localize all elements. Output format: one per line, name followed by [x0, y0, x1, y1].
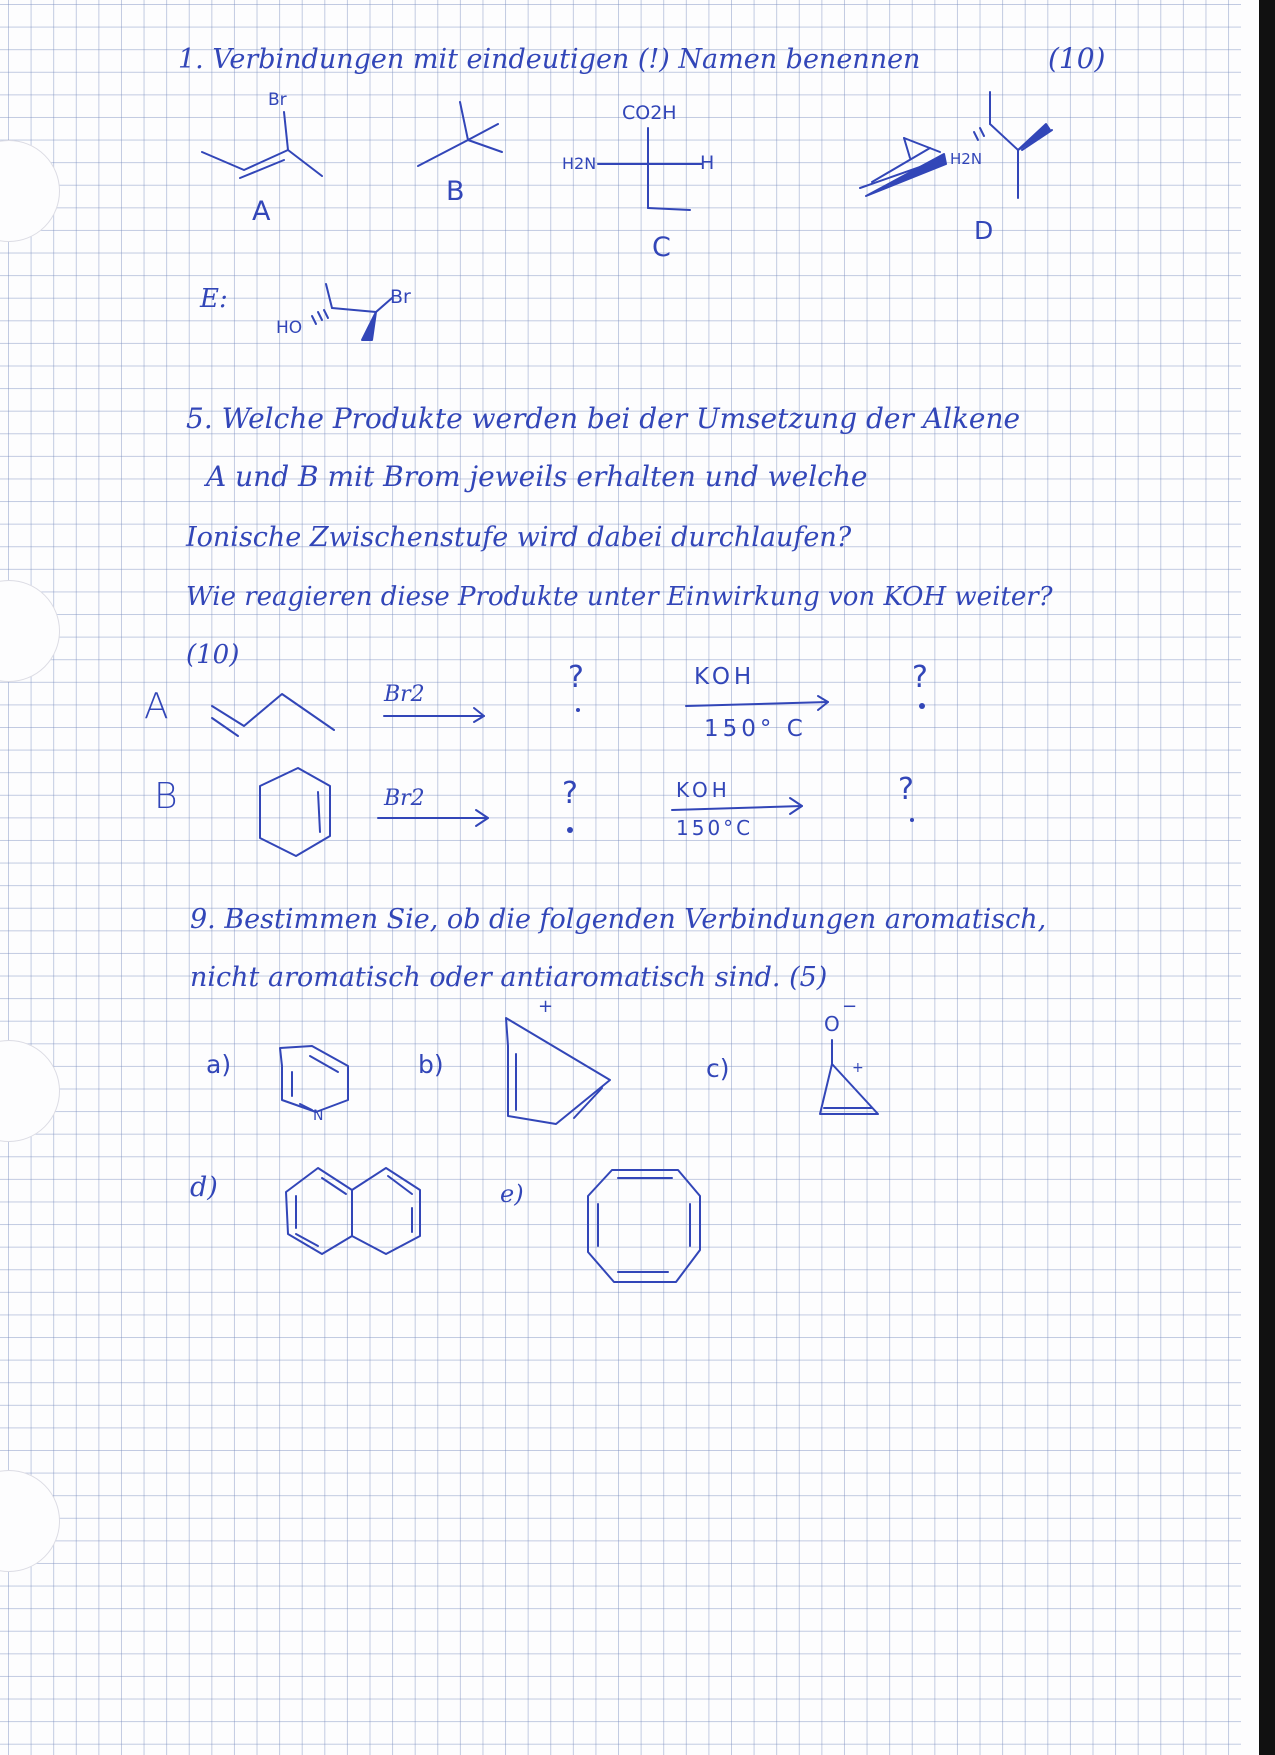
naphthalene-structure: [286, 1168, 420, 1254]
cyclooctatetraene-structure: [588, 1170, 700, 1282]
reaction-b-condition2: 150°C: [676, 816, 754, 840]
reaction-a-arrows: [384, 696, 925, 722]
q9-item-b: b): [418, 1050, 444, 1079]
structure-e: [312, 284, 392, 340]
d-amine-label: H2N: [950, 150, 983, 168]
q5-line-1: 5. Welche Produkte werden bei der Umsetzung der Alkene: [186, 402, 1021, 435]
alkene-b-structure: [260, 768, 330, 856]
q1-title: 1. Verbindungen mit eindeutigen (!) Namen benennen: [178, 44, 921, 75]
q5-line-2: A und B mit Brom jeweils erhalten und welche: [206, 460, 868, 493]
q5-line-3: Ionische Zwischenstufe wird dabei durchlaufen?: [186, 522, 852, 553]
reaction-b-label: B: [154, 776, 178, 817]
structure-b: [418, 102, 502, 166]
structure-a: [202, 112, 322, 178]
reaction-a-reagent2: KOH: [694, 664, 756, 690]
q1-points: (10): [1048, 42, 1106, 75]
reaction-a-condition2: 150° C: [704, 716, 807, 742]
reaction-a-reagent1: Br2: [384, 682, 425, 707]
q9-item-d: d): [190, 1172, 218, 1203]
reaction-b-product1: ?: [562, 776, 578, 811]
q9-item-c: c): [706, 1054, 730, 1083]
alkene-a-structure: [212, 694, 334, 736]
q9-item-e: e): [500, 1180, 524, 1208]
oxide-charge: −: [842, 996, 858, 1017]
reaction-b-reagent2: KOH: [676, 778, 731, 802]
q9-line-2: nicht aromatisch oder antiaromatisch sind. (5): [190, 962, 828, 993]
structure-d: [860, 92, 1052, 198]
q9-line-1: 9. Bestimmen Sie, ob die folgenden Verbindungen aromatisch,: [190, 904, 1047, 935]
pyridine-structure: [280, 1046, 348, 1112]
c-carboxyl-label: CO2H: [622, 102, 677, 124]
q1-label-e: E:: [200, 284, 228, 314]
reaction-a-product2: ?: [912, 660, 928, 695]
a-bromine-label: Br: [268, 90, 287, 110]
reaction-a-label: A: [144, 686, 169, 727]
e-bromine-label: Br: [390, 286, 411, 308]
cyclopentadienyl-structure: [506, 1018, 610, 1124]
reaction-b-reagent1: Br2: [384, 786, 425, 811]
c-amine-label: H2N: [562, 154, 597, 173]
q1-label-a: A: [252, 196, 271, 227]
cation-charge: +: [538, 996, 554, 1017]
reaction-b-arrows: [378, 798, 914, 833]
oxide-atom: O: [824, 1012, 840, 1036]
q5-line-4: Wie reagieren diese Produkte unter Einwirkung von KOH weiter?: [186, 582, 1053, 612]
reaction-b-product2: ?: [898, 772, 914, 807]
ring-charge: +: [852, 1060, 864, 1076]
q1-label-d: D: [974, 216, 994, 245]
q5-points: (10): [186, 640, 240, 670]
q1-label-b: B: [446, 176, 465, 207]
e-hydroxy-label: HO: [276, 318, 303, 338]
pyridine-nitrogen: N: [313, 1108, 324, 1124]
q9-item-a: a): [206, 1050, 232, 1079]
structure-c: [598, 128, 702, 210]
reaction-a-product1: ?: [568, 660, 584, 695]
q1-label-c: C: [652, 232, 671, 263]
c-hydrogen-label: H: [700, 152, 715, 174]
cyclopropene-structure: [820, 1040, 878, 1114]
